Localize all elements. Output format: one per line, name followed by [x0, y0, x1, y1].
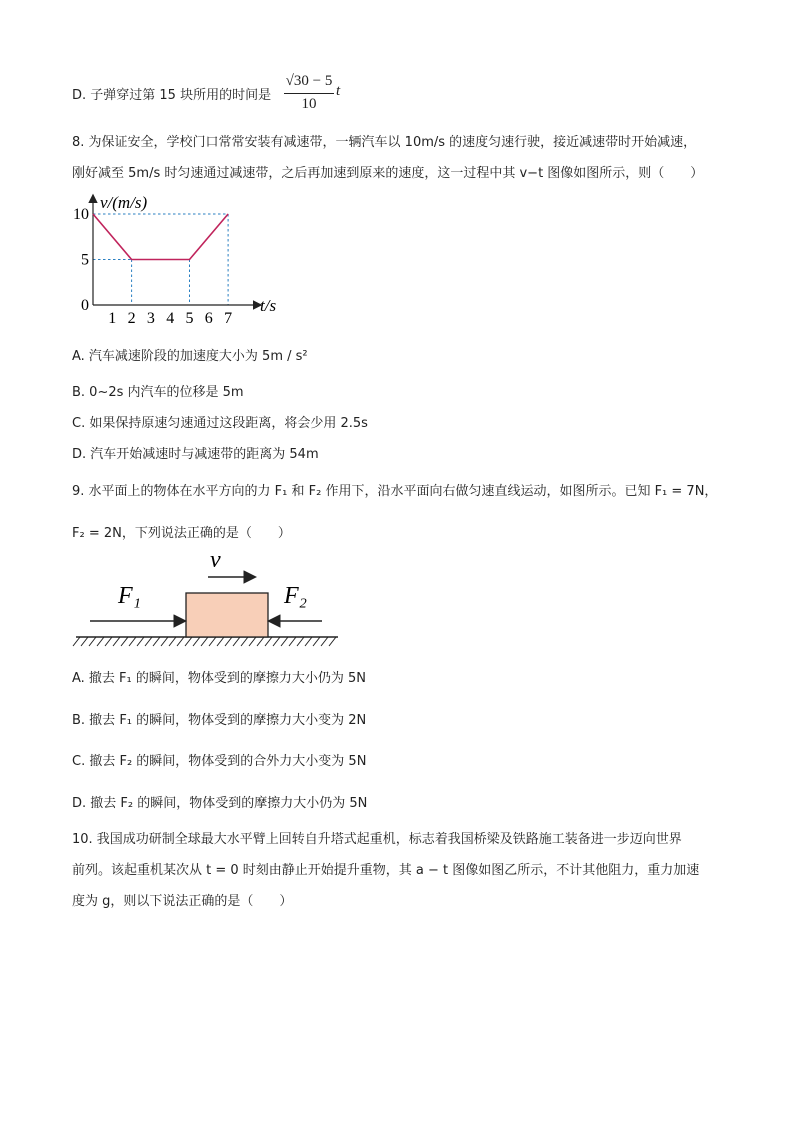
q8-stem-line1: 8. 为保证安全，学校门口常常安装有减速带，一辆汽车以 10m/s 的速度匀速行驶，接近减速带时开始减速，	[72, 135, 697, 150]
hatch-stroke	[153, 637, 160, 646]
x-axis-label: t/s	[260, 296, 277, 315]
q9-option-a: A. 撤去 F₁ 的瞬间，物体受到的摩擦力大小仍为 5N	[72, 671, 367, 686]
fraction-denominator: 10	[301, 96, 317, 112]
fraction-bar	[284, 93, 334, 94]
vt-chart	[60, 190, 290, 330]
hatch-stroke	[209, 637, 216, 646]
hatch-stroke	[289, 637, 296, 646]
hatch-stroke	[161, 637, 168, 646]
x-tick-label: 2	[127, 310, 136, 327]
q9-stem-line2: F₂ = 2N，下列说法正确的是（ ）	[72, 526, 291, 541]
q7-option-d-text: D. 子弹穿过第 15 块所用的时间是	[72, 88, 272, 103]
x-tick-label: 5	[185, 310, 194, 327]
hatch-stroke	[169, 637, 176, 646]
force-diagram	[70, 545, 350, 655]
f1-label: F₁	[118, 583, 142, 609]
hatch-stroke	[113, 637, 120, 646]
x-tick-label: 7	[224, 310, 233, 327]
q8-stem-line2: 刚好减至 5m/s 时匀速通过减速带，之后再加速到原来的速度，这一过程中其 v−t 图像如图所示，则（ ）	[72, 166, 704, 181]
hatch-stroke	[121, 637, 128, 646]
hatch-stroke	[89, 637, 96, 646]
series-line	[93, 214, 228, 260]
fraction-variable: t	[336, 83, 341, 99]
q9-stem-line1: 9. 水平面上的物体在水平方向的力 F₁ 和 F₂ 作用下，沿水平面向右做匀速直线运动，如图所示。已知 F₁ = 7N，	[72, 484, 718, 499]
hatch-stroke	[81, 637, 88, 646]
hatch-stroke	[313, 637, 320, 646]
hatch-stroke	[137, 637, 144, 646]
hatch-stroke	[129, 637, 136, 646]
y-tick-label: 10	[73, 206, 89, 223]
hatch-stroke	[105, 637, 112, 646]
q9-option-c: C. 撤去 F₂ 的瞬间，物体受到的合外力大小变为 5N	[72, 754, 367, 769]
hatch-stroke	[265, 637, 272, 646]
hatch-stroke	[281, 637, 288, 646]
hatch-stroke	[321, 637, 328, 646]
x-tick-label: 4	[166, 310, 175, 327]
hatch-stroke	[73, 637, 80, 646]
hatch-stroke	[257, 637, 264, 646]
hatch-stroke	[297, 637, 304, 646]
q9-option-b: B. 撤去 F₁ 的瞬间，物体受到的摩擦力大小变为 2N	[72, 713, 367, 728]
hatch-stroke	[145, 637, 152, 646]
x-tick-labels	[108, 310, 232, 327]
q8-option-d: D. 汽车开始减速时与减速带的距离为 54m	[72, 447, 319, 462]
q10-stem-line1: 10. 我国成功研制全球最大水平臂上回转自升塔式起重机，标志着我国桥梁及铁路施工装备进一步迈向世界	[72, 832, 682, 847]
y-tick-label: 5	[81, 251, 89, 269]
hatch-stroke	[305, 637, 312, 646]
hatch-stroke	[233, 637, 240, 646]
y-tick-label: 0	[81, 297, 89, 314]
q9-option-d: D. 撤去 F₂ 的瞬间，物体受到的摩擦力大小仍为 5N	[72, 796, 368, 811]
y-axis-label: v/(m/s)	[100, 193, 148, 212]
q7-option-d	[72, 84, 271, 103]
hatch-stroke	[217, 637, 224, 646]
hatch-stroke	[329, 637, 336, 646]
q8-option-c: C. 如果保持原速匀速通过这段距离，将会少用 2.5s	[72, 416, 368, 431]
hatch-stroke	[249, 637, 256, 646]
fraction-numerator: √30 − 5	[285, 73, 333, 89]
hatch-stroke	[201, 637, 208, 646]
y-tick-labels	[73, 206, 89, 314]
hatch-stroke	[193, 637, 200, 646]
q10-stem-line3: 度为 g，则以下说法正确的是（ ）	[72, 894, 293, 909]
x-tick-label: 6	[204, 310, 213, 327]
hatch-stroke	[241, 637, 248, 646]
velocity-label: v	[210, 547, 221, 573]
q8-option-b: B. 0~2s 内汽车的位移是 5m	[72, 385, 244, 400]
x-tick-label: 3	[146, 310, 155, 327]
q8-option-a: A. 汽车减速阶段的加速度大小为 5m / s²	[72, 349, 308, 364]
f2-label: F₂	[284, 583, 308, 609]
hatch-stroke	[177, 637, 184, 646]
block	[186, 593, 268, 637]
ground-hatching	[73, 637, 336, 646]
hatch-stroke	[97, 637, 104, 646]
hatch-stroke	[185, 637, 192, 646]
hatch-stroke	[225, 637, 232, 646]
hatch-stroke	[273, 637, 280, 646]
x-tick-label: 1	[108, 310, 117, 327]
q10-stem-line2: 前列。该起重机某次从 t = 0 时刻由静止开始提升重物，其 a − t 图像如图乙所示，不计其他阻力，重力加速	[72, 863, 700, 878]
